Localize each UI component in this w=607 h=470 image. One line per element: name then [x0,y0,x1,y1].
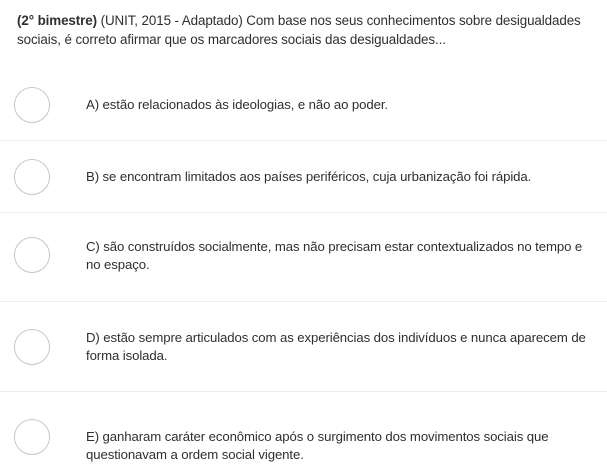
option-c[interactable] [0,212,607,301]
question-text [17,11,601,49]
radio-button-e[interactable] [14,419,50,455]
option-e-label: E) ganharam caráter econômico após o surgimento dos movimentos sociais que questionavam a ordem social vigente. [86,429,549,462]
option-b[interactable] [0,140,607,212]
radio-button-c[interactable] [14,237,50,273]
option-d[interactable] [0,301,607,391]
option-d-label: D) estão sempre articulados com as experiências dos indivíduos e nunca aparecem de forma isolada. [86,330,586,363]
radio-button-a[interactable] [14,87,50,123]
option-b-label: B) se encontram limitados aos países periféricos, cuja urbanização foi rápida. [86,169,532,184]
radio-button-d[interactable] [14,329,50,365]
option-e[interactable] [0,391,607,470]
option-a[interactable] [0,70,607,140]
radio-button-b[interactable] [14,159,50,195]
question-tag: (2° bimestre) [17,13,97,28]
option-a-label: A) estão relacionados às ideologias, e não ao poder. [86,97,388,112]
option-c-label: C) são construídos socialmente, mas não precisam estar contextualizados no tempo e no espaço. [86,239,583,272]
question-body: (UNIT, 2015 - Adaptado) Com base nos seus conhecimentos sobre desigualdades sociais, é correto afirmar que os marcadores sociais das desigualdades... [17,13,581,47]
